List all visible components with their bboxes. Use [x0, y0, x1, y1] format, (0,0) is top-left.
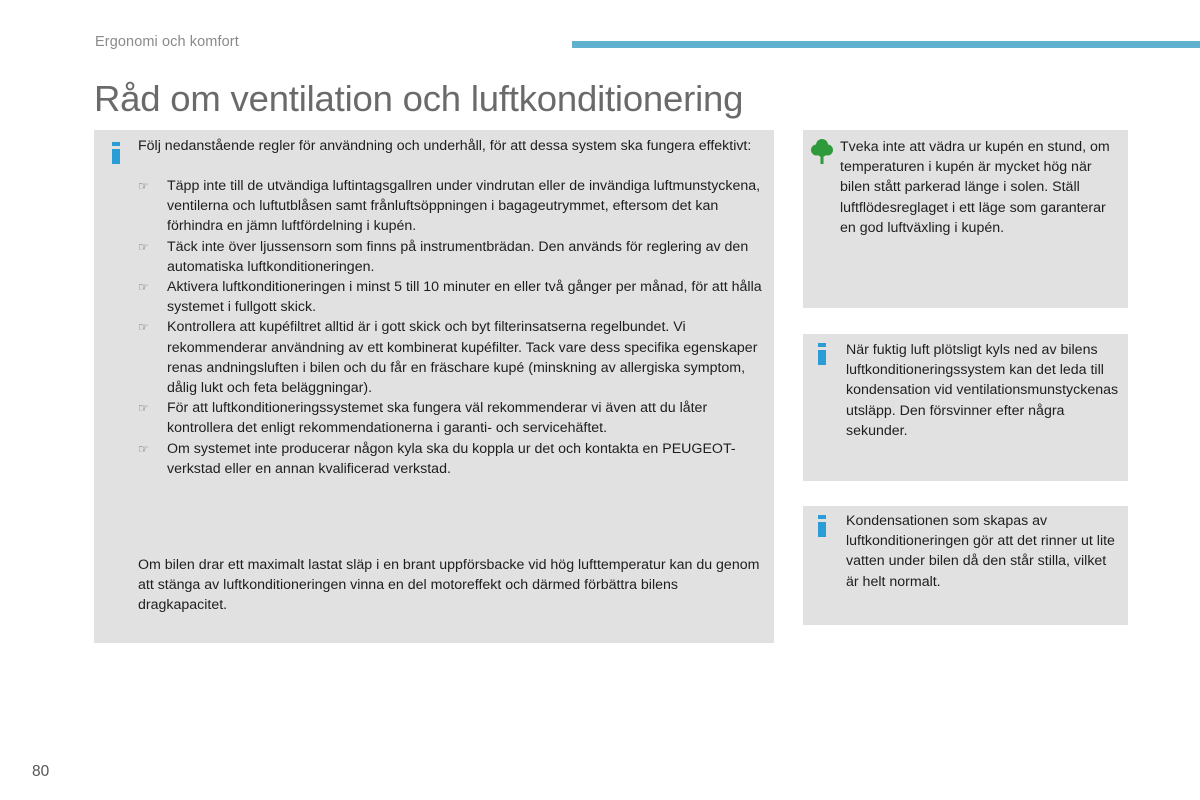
list-item: ☞ Täpp inte till de utvändiga luftintagsgallren under vindrutan eller de invändiga luftmunstyckena, ventilerna och luftutblåsen samt frånluftsöppningen i bagageutrymmet, eftersom det kan förhindra en jämn luftfördelning i kupén.: [138, 178, 761, 235]
list-item: ☞ Kontrollera att kupéfiltret alltid är i gott skick och byt filterinsatserna regelbundet. Vi rekommenderar användning av ett kombinerat kupéfilter. Tack vare dess specifika egenskaper renas andningsluften i bilen och du får en fräschare kupé (minskning av allergiska symptom, dålig lukt och feta beläggningar).: [138, 319, 758, 397]
side-info-text-2: När fuktig luft plötsligt kyls ned av bilens luftkonditioneringssystem kan det leda till kondensation vid ventilationsmunstyckenas utsläpp. Den försvinner efter några sekunder.: [846, 342, 1119, 439]
pointing-hand-icon: ☞: [138, 179, 149, 193]
page-number: 80: [32, 763, 50, 780]
list-item: ☞ Aktivera luftkonditioneringen i minst 5 till 10 minuter en eller två gånger per månad, för att hålla systemet i fullgott skick.: [138, 279, 762, 316]
pointing-hand-icon: ☞: [138, 401, 149, 416]
list-item: ☞ För att luftkonditioneringssystemet ska fungera väl rekommenderar vi även att du låter kontrollera det enligt rekommendationerna i garanti- och servicehäftet.: [138, 400, 708, 437]
section-label: Ergonomi och komfort: [95, 34, 239, 50]
header-accent-bar: [572, 41, 1200, 48]
list-item: ☞ Täck inte över ljussensorn som finns på instrumentbrädan. Den används för reglering av den automatiska luftkonditioneringen.: [138, 238, 749, 275]
pointing-hand-icon: ☞: [138, 320, 149, 335]
tree-icon: [811, 138, 833, 164]
side-tip-text-1: Tveka inte att vädra ur kupén en stund, om temperaturen i kupén är mycket hög när bilen stått parkerad länge i solen. Ställ luftflödesreglaget i ett läge som garanterar en god luftväxling i kupén.: [840, 139, 1110, 236]
pointing-hand-icon: ☞: [138, 441, 149, 456]
main-intro-text: Följ nedanstående regler för användning och underhåll, för att dessa system ska fungera effektivt:: [138, 138, 752, 154]
advice-bullet-list: [138, 176, 763, 479]
page-title: Råd om ventilation och luftkonditionering: [94, 78, 744, 119]
pointing-hand-icon: ☞: [138, 280, 149, 295]
main-closing-text: Om bilen drar ett maximalt lastat släp i en brant uppförsbacke vid hög lufttemperatur kan du genom att stänga av luftkonditioneringen vinna en del motoreffekt och därmed förbättra bilens dragkapacitet.: [138, 557, 760, 614]
pointing-hand-icon: ☞: [138, 239, 149, 254]
side-info-text-3: Kondensationen som skapas av luftkonditioneringen gör att det rinner ut lite vatten under bilen då den står stilla, vilket är helt normalt.: [846, 513, 1115, 590]
list-item: ☞ Om systemet inte producerar någon kyla ska du koppla ur det och kontakta en PEUGEOT-verkstad eller en annan kvalificerad verkstad.: [138, 440, 736, 477]
